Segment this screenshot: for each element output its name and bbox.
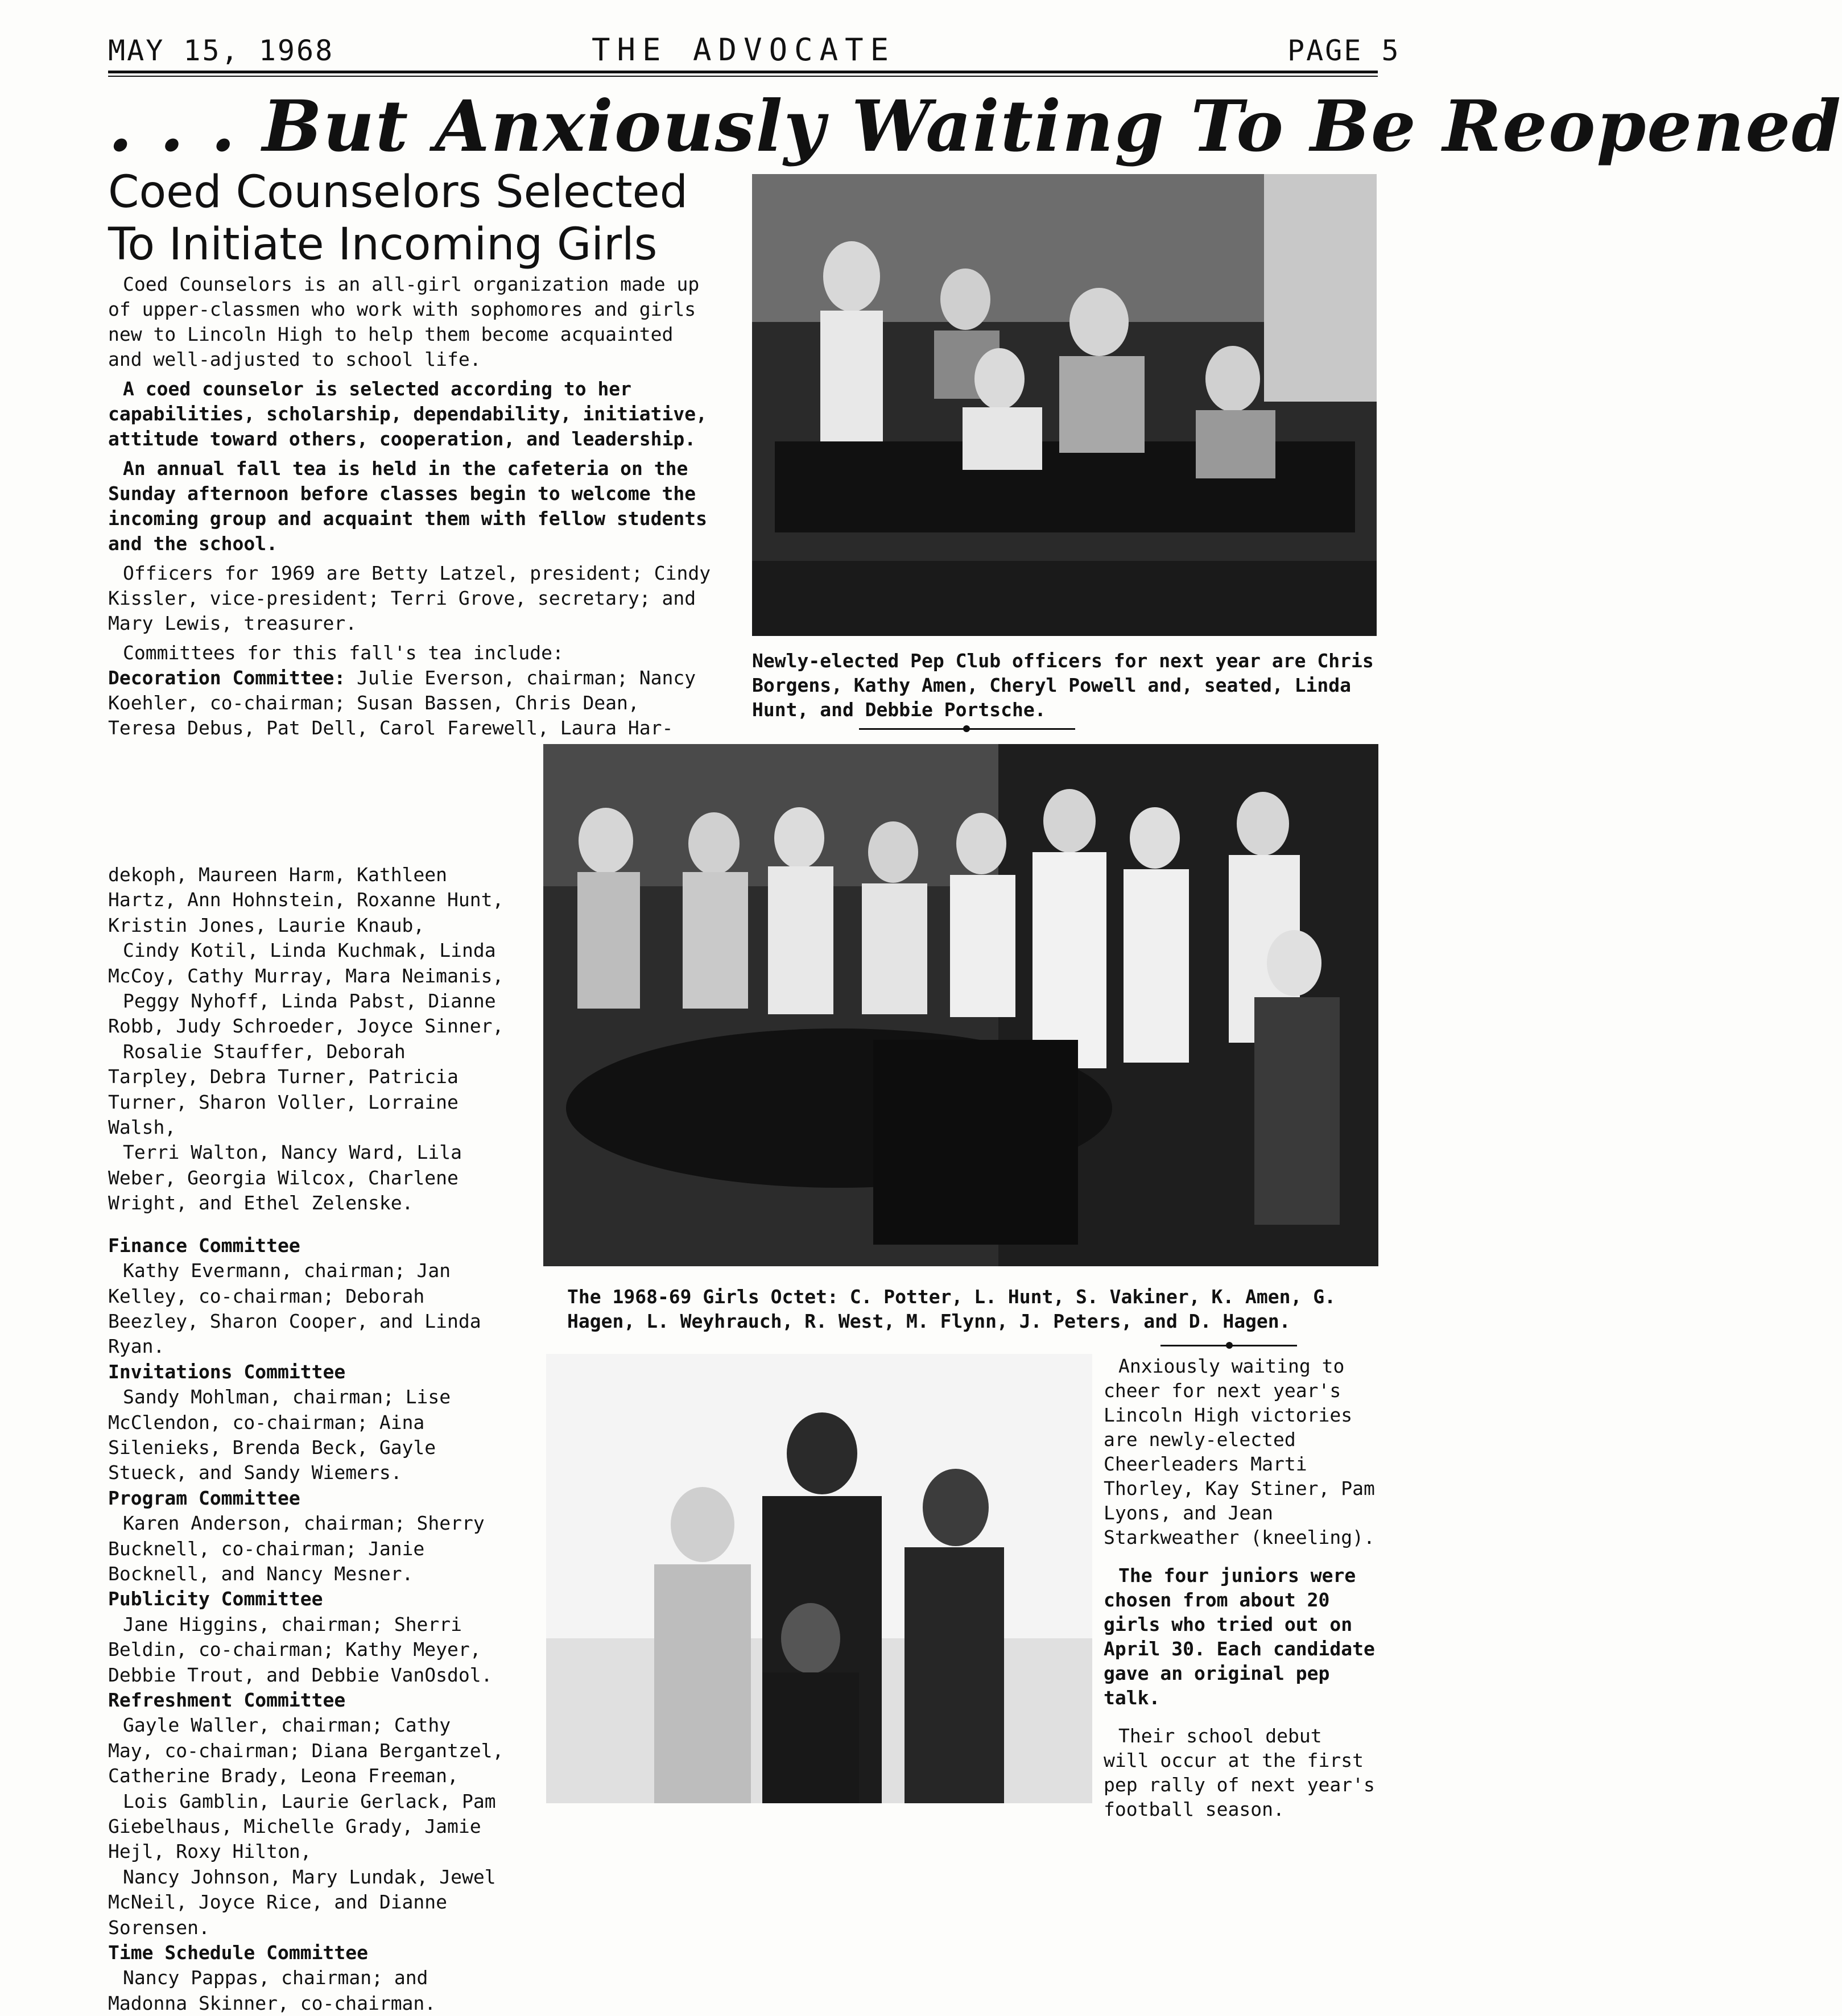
article-title — [108, 166, 722, 271]
pep-club-photo — [752, 174, 1377, 636]
committee-heading: Program Committee — [108, 1486, 300, 1509]
pep-club-caption: Newly-elected Pep Club officers for next year are Chris Borgens, Kathy Amen, Cheryl Powell and, seated, Linda Hunt, and Debbie Portsche. — [752, 650, 1374, 721]
masthead-rule-thin — [108, 76, 1378, 77]
cheerleaders-photo — [546, 1354, 1092, 1803]
cheerleaders-story — [1104, 1354, 1377, 1821]
committee-list — [108, 862, 506, 2016]
issue-date: MAY 15, 1968 — [108, 34, 334, 67]
committee-members: Cindy Kotil, Linda Kuchmak, Linda McCoy, Cathy Murray, Mara Neimanis, — [108, 939, 504, 987]
committee-heading: Refreshment Committee — [108, 1689, 346, 1711]
cheerleaders-paragraph: The four juniors were chosen from about 20 girls who tried out on April 30. Each candidate gave an original pep talk. — [1104, 1564, 1375, 1709]
article-paragraph: Officers for 1969 are Betty Latzel, president; Cindy Kissler, vice-president; Terri Grove, secretary; and Mary Lewis, treasurer. — [108, 562, 711, 634]
masthead-rule — [108, 71, 1378, 73]
committee-members: Nancy Pappas, chairman; and Madonna Skinner, co-chairman. — [108, 1967, 436, 2014]
committee-members: dekoph, Maureen Harm, Kathleen Hartz, Ann Hohnstein, Roxanne Hunt, Kristin Jones, Laurie Knaub, — [108, 864, 504, 936]
committee-members: Karen Anderson, chairman; Sherry Bucknell, co-chairman; Janie Bocknell, and Nancy Mesner. — [108, 1512, 485, 1585]
committee-heading: Time Schedule Committee — [108, 1941, 368, 1964]
committee-heading: Decoration Committee: — [108, 667, 346, 689]
committee-members: Jane Higgins, chairman; Sherri Beldin, co-chairman; Kathy Meyer, Debbie Trout, and Debbie VanOsdol. — [108, 1613, 493, 1686]
decoration-committee — [108, 666, 711, 741]
committee-members: Gayle Waller, chairman; Cathy May, co-chairman; Diana Bergantzel, Catherine Brady, Leona Freeman, — [108, 1714, 504, 1787]
committee-heading: Finance Committee — [108, 1234, 300, 1257]
cheerleaders-paragraph: Anxiously waiting to cheer for next year's Lincoln High victories are newly-elected Cheerleaders Marti Thorley, Kay Stiner, Pam Lyons, and Jean Starkweather (kneeling). — [1104, 1355, 1375, 1548]
committee-heading: Invitations Committee — [108, 1360, 346, 1383]
girls-octet-photo — [543, 744, 1378, 1266]
committee-members: Rosalie Stauffer, Deborah Tarpley, Debra Turner, Patricia Turner, Sharon Voller, Lorraine Walsh, — [108, 1040, 459, 1139]
article-paragraph: An annual fall tea is held in the cafeteria on the Sunday afternoon before classes begin to welcome the incoming group and acquaint them with fellow students and the school. — [108, 457, 707, 555]
girls-octet-caption: The 1968-69 Girls Octet: C. Potter, L. Hunt, S. Vakiner, K. Amen, G. Hagen, L. Weyhrauch, R. West, M. Flynn, J. Peters, and D. Hagen. — [567, 1286, 1336, 1332]
pep-club-photo-image — [752, 174, 1377, 636]
newspaper-name: THE ADVOCATE — [592, 32, 896, 68]
committee-members: Peggy Nyhoff, Linda Pabst, Dianne Robb, Judy Schroeder, Joyce Sinner, — [108, 990, 504, 1038]
committee-members: Kathy Evermann, chairman; Jan Kelley, co-chairman; Deborah Beezley, Sharon Cooper, and Linda Ryan. — [108, 1259, 481, 1358]
committee-heading: Publicity Committee — [108, 1588, 323, 1610]
committee-members: Terri Walton, Nancy Ward, Lila Weber, Georgia Wilcox, Charlene Wright, and Ethel Zelenske. — [108, 1141, 462, 1214]
article-title-line-1: Coed Counselors Selected — [108, 167, 688, 218]
committee-members: Julie Everson, chairman; Nancy Koehler, co-chairman; Susan Bassen, Chris Dean, Teresa Debus, Pat Dell, Carol Farewell, Laura Har- — [108, 667, 696, 739]
committee-members: Nancy Johnson, Mary Lundak, Jewel McNeil, Joyce Rice, and Dianne Sorensen. — [108, 1865, 496, 1939]
page-headline: . . . But Anxiously Waiting To Be Reopened — [108, 85, 1842, 168]
page-number: PAGE 5 — [1287, 34, 1401, 67]
article-title-line-2: To Initiate Incoming Girls — [108, 219, 658, 270]
article-intro — [108, 272, 711, 741]
article-paragraph: A coed counselor is selected according to her capabilities, scholarship, dependability, initiative, attitude toward others, cooperation, and leadership. — [108, 378, 707, 450]
divider-ornament-icon — [963, 725, 970, 732]
article-paragraph: Coed Counselors is an all-girl organization made up of upper-classmen who work with sophomores and girls new to Lincoln High to help them become acquainted and well-adjusted to school life. — [108, 273, 700, 370]
divider-ornament-icon — [1226, 1342, 1233, 1349]
cheerleaders-photo-image — [546, 1354, 1092, 1803]
cheerleaders-paragraph: Their school debut will occur at the first pep rally of next year's football season. — [1104, 1725, 1375, 1820]
girls-octet-photo-image — [543, 744, 1378, 1266]
committee-members: Sandy Mohlman, chairman; Lise McClendon, co-chairman; Aina Silenieks, Brenda Beck, Gayle Stueck, and Sandy Wiemers. — [108, 1386, 451, 1484]
article-paragraph: Committees for this fall's tea include: — [123, 642, 564, 664]
committee-members: Lois Gamblin, Laurie Gerlack, Pam Giebelhaus, Michelle Grady, Jamie Hejl, Roxy Hilton, — [108, 1790, 496, 1863]
